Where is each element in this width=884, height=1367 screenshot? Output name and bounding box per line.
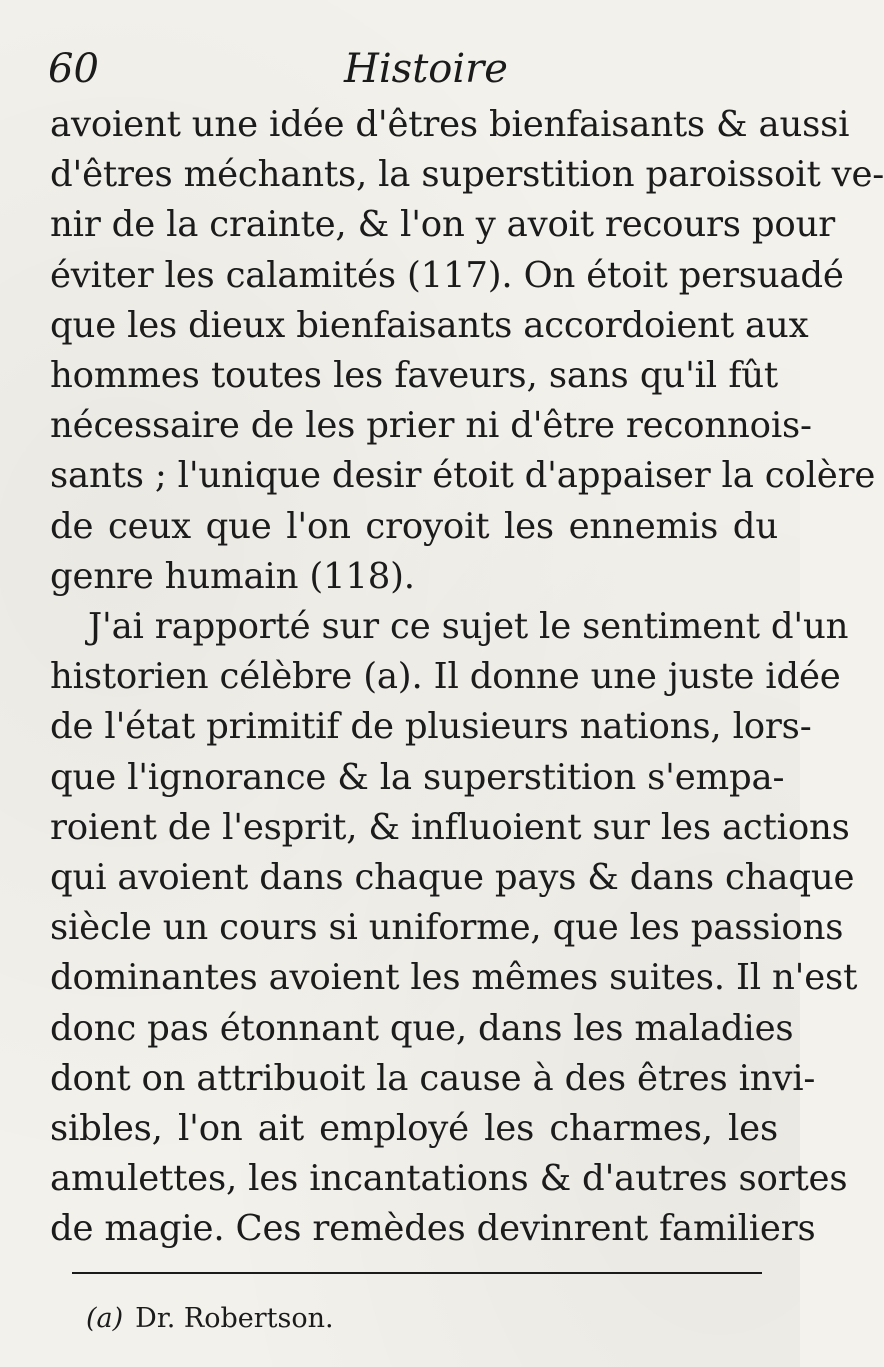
- text-line: de ceux que l'on croyoit les ennemis du: [50, 505, 778, 547]
- text-line: avoient une idée d'êtres bienfaisants & aussi: [50, 104, 850, 145]
- text-line: amulettes, les incantations & d'autres sortes: [50, 1158, 848, 1200]
- text-line: que les dieux bienfaisants accordoient aux: [50, 304, 809, 346]
- text-line: sibles, l'on ait employé les charmes, les: [50, 1108, 778, 1150]
- text-line: genre humain (118).: [50, 555, 415, 597]
- text-line: roient de l'esprit, & influoient sur les actions: [50, 806, 850, 848]
- footnote-rule: [72, 1272, 762, 1274]
- text-line: dominantes avoient les mêmes suites. Il n'est: [50, 957, 858, 999]
- footnote: [86, 1302, 334, 1336]
- text-line: que l'ignorance & la superstition s'empa-: [50, 756, 785, 798]
- text-line: hommes toutes les faveurs, sans qu'il fût: [50, 355, 778, 397]
- page-number: 60: [48, 46, 99, 92]
- running-title: Histoire: [344, 46, 508, 92]
- text-line: de magie. Ces remèdes devinrent familiers: [50, 1208, 816, 1250]
- text-line: sants ; l'unique desir étoit d'appaiser la colère: [50, 455, 876, 497]
- text-line: éviter les calamités (117). On étoit persuadé: [50, 254, 844, 296]
- text-line: nécessaire de les prier ni d'être reconnois-: [50, 405, 812, 447]
- text-line: J'ai rapporté sur ce sujet le sentiment d'un: [88, 606, 849, 648]
- text-line: siècle un cours si uniforme, que les passions: [50, 907, 844, 949]
- footnote-text: Dr. Robertson.: [135, 1303, 334, 1334]
- text-line: d'êtres méchants, la superstition paroissoit ve-: [50, 154, 884, 196]
- text-line: qui avoient dans chaque pays & dans chaque: [50, 857, 855, 899]
- text-line: dont on attribuoit la cause à des êtres invi-: [50, 1057, 816, 1099]
- text-line: historien célèbre (a). Il donne une juste idée: [50, 656, 841, 698]
- text-line: donc pas étonnant que, dans les maladies: [50, 1007, 794, 1049]
- footnote-mark: (a): [86, 1303, 124, 1334]
- running-head: [48, 44, 760, 94]
- text-line: de l'état primitif de plusieurs nations, lors-: [50, 706, 812, 748]
- text-line: nir de la crainte, & l'on y avoit recours pour: [50, 204, 836, 246]
- body-text: [50, 100, 884, 1255]
